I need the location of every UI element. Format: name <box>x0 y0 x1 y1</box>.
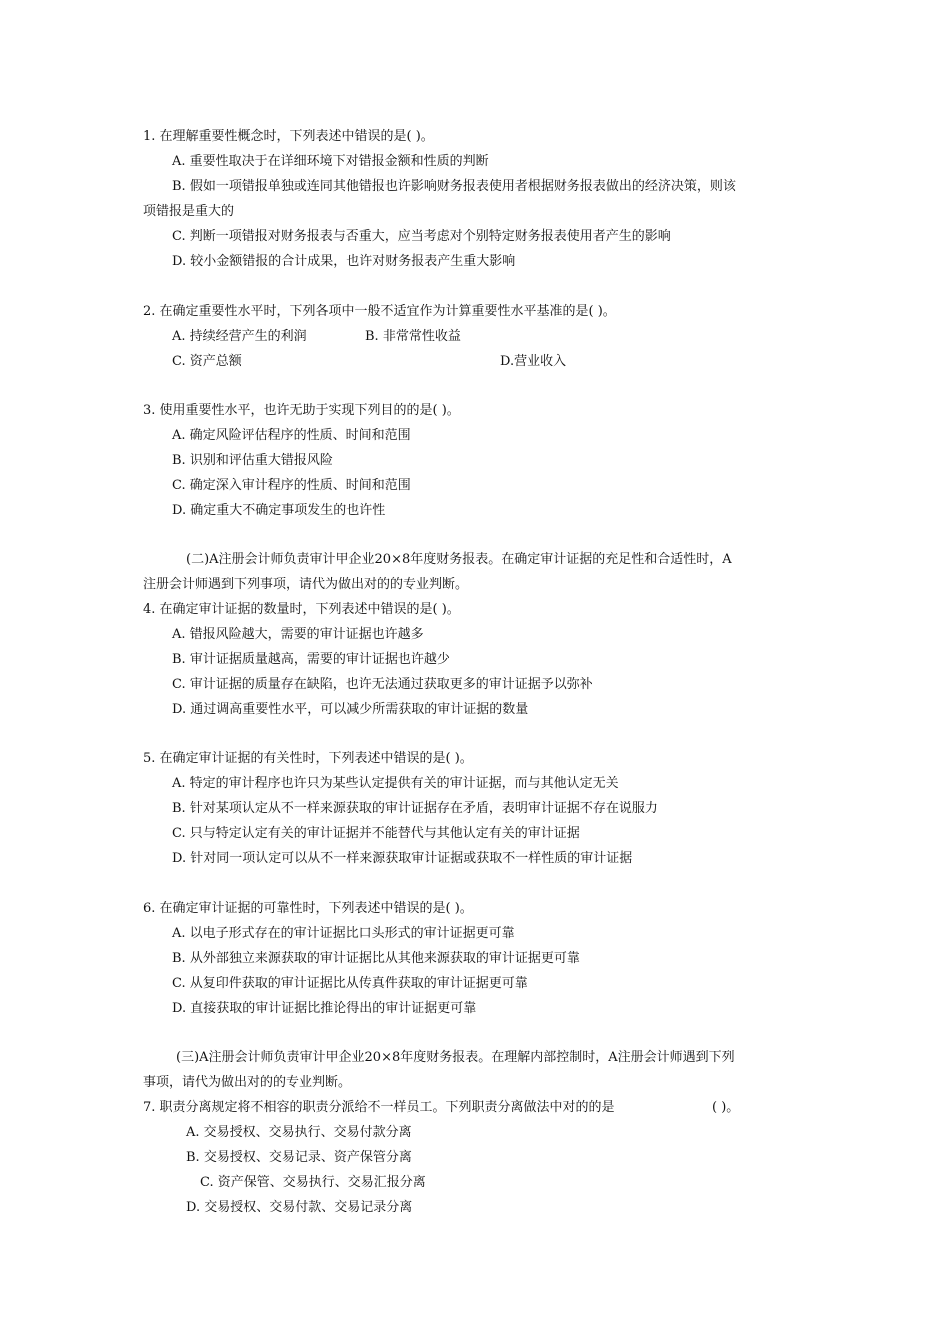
q7-option-d: D. 交易授权、交易付款、交易记录分离 <box>186 1200 413 1215</box>
q1-option-b-cont: 项错报是重大的 <box>143 204 235 219</box>
section-2-intro: (二)A注册会计师负责审计甲企业20×8年度财务报表。在确定审计证据的充足性和合适性时，A <box>186 552 732 567</box>
q7-answer-paren: ( )。 <box>712 1100 740 1115</box>
q6-option-d: D. 直接获取的审计证据比推论得出的审计证据更可靠 <box>172 1001 477 1016</box>
q1-stem: 1. 在理解重要性概念时，下列表述中错误的是( )。 <box>143 129 434 144</box>
q7-option-a: A. 交易授权、交易执行、交易付款分离 <box>186 1125 412 1140</box>
q6-option-b: B. 从外部独立来源获取的审计证据比从其他来源获取的审计证据更可靠 <box>172 951 580 966</box>
q5-option-c: C. 只与特定认定有关的审计证据并不能替代与其他认定有关的审计证据 <box>172 826 580 841</box>
q6-stem: 6. 在确定审计证据的可靠性时，下列表述中错误的是( )。 <box>143 901 473 916</box>
q7-option-c: C. 资产保管、交易执行、交易汇报分离 <box>200 1175 426 1190</box>
section-3-intro: (三)A注册会计师负责审计甲企业20×8年度财务报表。在理解内部控制时，A注册会计师遇到下列 <box>176 1050 735 1065</box>
q4-option-c: C. 审计证据的质量存在缺陷，也许无法通过获取更多的审计证据予以弥补 <box>172 677 593 692</box>
section-2-intro-cont: 注册会计师遇到下列事项，请代为做出对的的专业判断。 <box>143 577 469 592</box>
q2-stem: 2. 在确定重要性水平时，下列各项中一般不适宜作为计算重要性水平基准的是( )。 <box>143 304 616 319</box>
q3-option-a: A. 确定风险评估程序的性质、时间和范围 <box>172 428 411 443</box>
q3-option-c: C. 确定深入审计程序的性质、时间和范围 <box>172 478 411 493</box>
q2-option-d: D.营业收入 <box>500 354 567 369</box>
q1-option-d: D. 较小金额错报的合计成果，也许对财务报表产生重大影响 <box>172 254 516 269</box>
q5-option-b: B. 针对某项认定从不一样来源获取的审计证据存在矛盾，表明审计证据不存在说服力 <box>172 801 658 816</box>
q6-option-a: A. 以电子形式存在的审计证据比口头形式的审计证据更可靠 <box>172 926 515 941</box>
q4-stem: 4. 在确定审计证据的数量时，下列表述中错误的是( )。 <box>143 602 460 617</box>
q2-option-a: A. 持续经营产生的利润 <box>172 329 307 344</box>
q4-option-a: A. 错报风险越大，需要的审计证据也许越多 <box>172 627 424 642</box>
q1-option-c: C. 判断一项错报对财务报表与否重大，应当考虑对个别特定财务报表使用者产生的影响 <box>172 229 671 244</box>
q5-stem: 5. 在确定审计证据的有关性时，下列表述中错误的是( )。 <box>143 751 473 766</box>
q5-option-a: A. 特定的审计程序也许只为某些认定提供有关的审计证据，而与其他认定无关 <box>172 776 619 791</box>
section-3-intro-cont: 事项，请代为做出对的的专业判断。 <box>143 1075 352 1090</box>
q7-option-b: B. 交易授权、交易记录、资产保管分离 <box>186 1150 412 1165</box>
q6-option-c: C. 从复印件获取的审计证据比从传真件获取的审计证据更可靠 <box>172 976 528 991</box>
q5-option-d: D. 针对同一项认定可以从不一样来源获取审计证据或获取不一样性质的审计证据 <box>172 851 633 866</box>
q3-option-d: D. 确定重大不确定事项发生的也许性 <box>172 503 386 518</box>
q3-option-b: B. 识别和评估重大错报风险 <box>172 453 333 468</box>
q1-option-a: A. 重要性取决于在详细环境下对错报金额和性质的判断 <box>172 154 489 169</box>
q1-option-b: B. 假如一项错报单独或连同其他错报也许影响财务报表使用者根据财务报表做出的经济决策，则该 <box>172 179 736 194</box>
q7-stem: 7. 职责分离规定将不相容的职责分派给不一样员工。下列职责分离做法中对的的是 <box>143 1100 615 1115</box>
q4-option-b: B. 审计证据质量越高，需要的审计证据也许越少 <box>172 652 450 667</box>
q3-stem: 3. 使用重要性水平，也许无助于实现下列目的的是( )。 <box>143 403 460 418</box>
q2-option-c: C. 资产总额 <box>172 354 242 369</box>
q4-option-d: D. 通过调高重要性水平，可以减少所需获取的审计证据的数量 <box>172 702 529 717</box>
q2-option-b: B. 非常常性收益 <box>365 329 461 344</box>
